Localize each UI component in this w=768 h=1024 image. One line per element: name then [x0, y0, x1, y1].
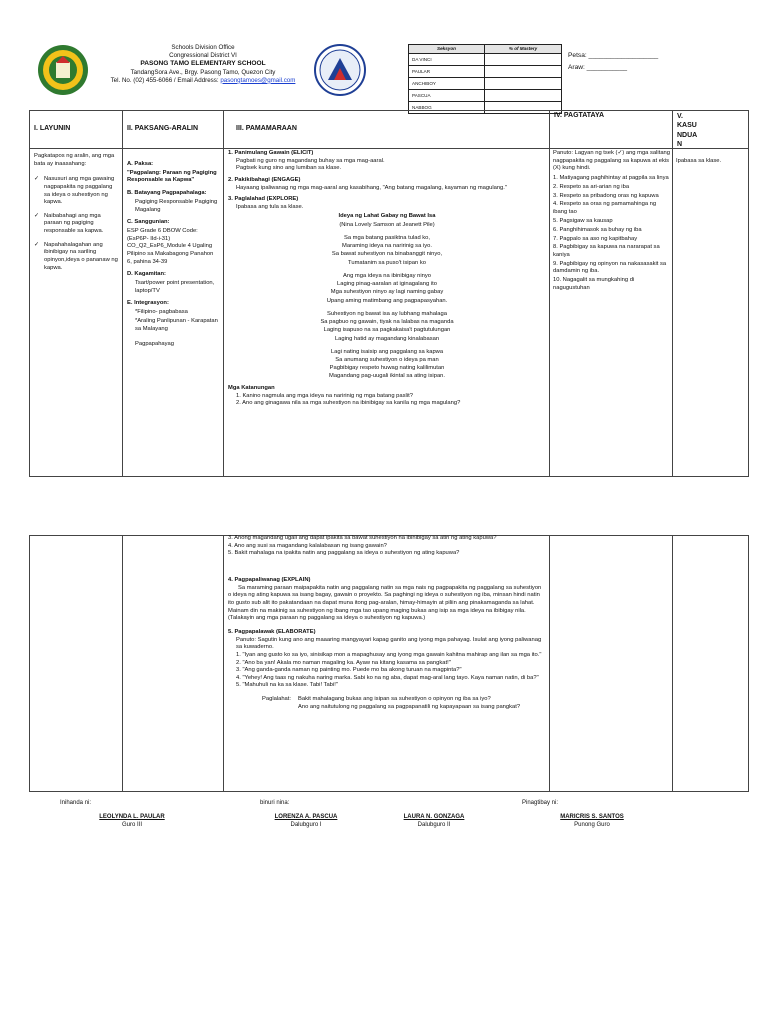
pagtataya-item: 8. Pagbibigay sa kapuwa na nararapat sa kaniya	[553, 244, 660, 258]
kagamitan-value: Tsart/power point presentation, laptop/TV	[135, 280, 215, 294]
poem-line: Mga suhestiyon ninyo ay lagi naming gabay	[330, 289, 444, 296]
question-item: 5. Bakit mahalaga na ipakita natin ang paggalang sa ideya o suhestiyon ng ating kapuwa?	[228, 550, 460, 557]
pagtataya-item: 4. Respeto sa oras ng pamamahinga ng ibang tao	[553, 201, 657, 216]
header-pamamaraan: III. PAMAMARAAN	[236, 125, 297, 132]
pamamaraan-column-top	[228, 150, 546, 409]
araw-field[interactable]: Araw: ___________	[568, 63, 628, 71]
mastery-row-label: PAULAR	[409, 66, 485, 78]
kagamitan-label: D. Kagamitan:	[127, 271, 166, 278]
elaborate-item: 4. "Yehey! Ang taas ng nakuha naring marka. Sabi ko na ng aba, dapat mag-aral lang tayo. Kaya naman natin, di ba?"	[236, 674, 539, 681]
signatory-name: LEOLYNDA L. PAULAR	[99, 814, 165, 820]
poem-line: Suhestiyon ng bawat isa ay lubhang mahalaga	[327, 310, 447, 317]
explore-title: 3. Paglalahad (EXPLORE)	[228, 196, 299, 203]
binuri-label: binuri nina:	[260, 800, 290, 806]
engage-line: Hayaang ipaliwanag ng mga mag-aaral ang kasabihang, "Ang batang magalang, kayaman ng magulang."	[236, 184, 507, 191]
school-header	[98, 44, 308, 85]
checkmark-icon: ✓	[34, 241, 39, 248]
header-paksang-aralin: II. PAKSANG-ARALIN	[127, 125, 199, 132]
kasunduan-text: Ipabasa sa klase.	[676, 158, 722, 164]
signatory-title: Guro III	[121, 821, 142, 828]
engage-title: 2. Pakikibahagi (ENGAGE)	[228, 176, 301, 183]
pagtataya-column	[553, 150, 670, 294]
poem-line: Ang mga ideya na ibinibigay ninyo	[343, 272, 431, 279]
email-link[interactable]: pasongtamoes@gmail.com	[220, 76, 296, 84]
question-item: 2. Ano ang ginagawa nila sa mga suhestiyon na ibinibigay sa kanila ng mga magulang?	[236, 400, 461, 407]
poem-line: Laging isapuso na sa pagkakaisa't pagtutulungan	[323, 327, 451, 334]
checkmark-icon: ✓	[34, 176, 39, 183]
explain-note: (Talakayin ang mga paraan ng paggalang sa ideya o suhestiyon ng kapuwa.)	[228, 615, 426, 622]
poem-line: Sa mga batang pasiktna tulad ko,	[343, 234, 431, 241]
school-address: TandangSora Ave., Brgy. Pasong Tamo, Quezon City	[130, 68, 276, 76]
layunin-column	[34, 153, 120, 278]
poem-line: Laging hatid ay magandang kinalabasan	[334, 335, 440, 342]
poem-line: Tumatanim sa puso't isipan ko	[348, 259, 426, 266]
sanggunian-value: ESP Grade 6 DBOW Code: (EsP6P- IId-i-31) CO_Q2_EsP6_Module 4 Ugaling Pilipino sa Makabagong Panahon 6, pahina 34-39	[127, 228, 214, 265]
poem-line: Maraming ideya na naririnig sa iyo.	[342, 243, 432, 250]
pagtataya-item: 1. Matiyagang paghihintay at pagpila sa linya	[553, 174, 669, 181]
mastery-row-label: ANCHIBOY	[409, 78, 485, 90]
pamamaraan-column-bottom	[228, 535, 546, 713]
paglalahat-label: Paglalahat:	[262, 696, 292, 703]
layunin-intro: Pagkatapos ng aralin, ang mga bata ay inaasahang:	[34, 153, 115, 167]
poem-author: (Nina Lovely Samson at Jeanett Pile)	[339, 221, 435, 228]
header-kasunduan: V. KASU NDUA N	[677, 113, 697, 149]
poem-line: Laging pinag-aaralan at iginagalang ito	[337, 281, 437, 288]
inihanda-label: Inihanda ni:	[60, 800, 92, 806]
header-pagtataya: IV. PAGTATAYA	[554, 112, 605, 119]
header-layunin: I. LAYUNIN	[34, 125, 71, 132]
kasunduan-column	[676, 158, 746, 167]
paksa-label: A. Paksa:	[127, 161, 154, 167]
elaborate-title: 5. Pagpapalawak (ELABORATE)	[228, 628, 316, 635]
pagtataya-panuto: Panuto: Lagyan ng tsek (✓) ang mga salitang nagpapakita ng paggalang sa kapuwa at ekis (X) kung hindi.	[553, 150, 671, 172]
mastery-table	[408, 44, 562, 114]
division-office: Schools Division Office	[171, 44, 235, 51]
integrasyon-item: *Araling Panlipunan - Karapatan sa Malayang	[135, 318, 218, 332]
elicit-line: Pagtsek kung sino ang lumiban sa klase.	[236, 165, 342, 172]
elicit-title: 1. Panimulang Gawain (ELICIT)	[228, 150, 314, 156]
poem-line: Sa pagbuo ng gawain, tiyak na lalabas na maganda	[320, 319, 454, 326]
signature-gonzaga	[384, 814, 484, 829]
mastery-row-label: DA VINCI	[409, 54, 485, 66]
signature-paular	[82, 814, 182, 829]
pagtataya-item: 7. Pagpalo sa aso ng kapitbahay	[553, 235, 638, 242]
elaborate-item: 2. "Ano ba yan! Akala mo naman magaling ka. Ayaw na kitang kasama sa pangkat!"	[236, 659, 451, 666]
question-item: 1. Kanino nagmula ang mga ideya na naririnig ng mga batang paslit?	[236, 392, 413, 399]
pagtataya-item: 10. Nagagalit sa mungkahing di nagugustuhan	[553, 277, 635, 291]
pagtataya-item: 9. Pagbibigay ng opinyon na nakasasakit sa damdamin ng iba.	[553, 260, 667, 275]
sanggunian-label: C. Sanggunian:	[127, 219, 170, 226]
elaborate-item: 1. "Iyan ang gusto ko sa iyo, sinisikap mon a mapaghusay ang iyong mga gawain kahitna mahirap ang ilan sa mga ito."	[236, 651, 542, 658]
layunin-item: ✓ Nasusuri ang mga gawaing nagpapakita ng paggalang sa ideya o suhestiyon ng kapwa.	[34, 176, 115, 206]
poem-title: Ideya ng Lahat Gabay ng Bawat Isa	[338, 213, 436, 220]
poem-line: Lagi nating isaisip ang paggalang sa kapwa	[330, 348, 444, 355]
signature-pascua	[256, 814, 356, 829]
paksa-value: "Pagpalang: Paraan ng Pagiging Responsable sa Kapwa"	[127, 169, 217, 184]
poem-line: Sa anumang suhestiyon o ideya pa man	[335, 357, 439, 363]
layunin-item: ✓ Napahahalagahan ang ibinibigay na sariling opinyon,ideya o pananaw ng kapwa.	[34, 241, 118, 271]
contact-line	[98, 77, 308, 85]
checkmark-icon: ✓	[34, 212, 39, 219]
signatory-title: Dalubguro II	[417, 821, 451, 828]
pinagtibay-label: Pinagtibay ni:	[522, 800, 559, 806]
explore-line: Ipabasa ang tula sa klase.	[236, 203, 304, 210]
poem-line: Sa bawat suhestiyon na binabanggit ninyo,	[331, 251, 443, 258]
pagtataya-item: 2. Respeto sa ari-arian ng iba	[553, 183, 630, 190]
integrasyon-item: *Filipino- pagbabasa	[135, 309, 188, 316]
mastery-cell[interactable]	[485, 78, 562, 90]
mastery-col-percent: % of Mastery	[485, 45, 562, 54]
contact-prefix: Tel. No. (02) 455-6066 / Email Address:	[110, 76, 219, 84]
mastery-col-seksyon: Seksyon	[409, 45, 485, 54]
signature-santos	[542, 814, 642, 829]
batayan-label: B. Batayang Pagpapahalaga:	[127, 190, 207, 197]
layunin-item: ✓ Naibabahagi ang mga paraan ng pagiging responsable sa kapwa.	[34, 212, 104, 235]
question-item: 4. Ano ang susi sa magandang kalalabasan ng isang gawain?	[228, 542, 387, 549]
explain-text: Sa maraming paraan maipapakita natin ang paggalang natin sa mga nais ng pagpapakita ng paggalang sa suhestiyon o ideya ng ating kapuwa sa isang bagay, gawain o proyekto. Sa paghingi ng ideya o suhestiyon ng iba, minsan hindi natin ito gusto sub alit ito pakatandaan na dapat muna itong pag-aralan, himay-himayin at piliin ang pinakamaganda sa lahat. Mainam din na makinig sa suhestiyon ng ibang mga tao upang maging bukas ang isip sa mga ideya na ibibigay nila.	[228, 584, 542, 614]
date-fields	[568, 50, 658, 74]
signatory-title: Dalubguro I	[290, 821, 322, 828]
pagtataya-item: 6. Panghihimasok sa buhay ng iba	[553, 226, 642, 233]
signatory-name: MARICRIS S. SANTOS	[560, 814, 624, 820]
integrasyon-item: Pagpapahayag	[135, 341, 175, 348]
paglalahat	[228, 696, 546, 712]
paglalahat-line: Bakit mahalagang bukas ang isipan sa suhestiyon o opinyon ng iba sa iyo?	[298, 696, 491, 703]
questions-title: Mga Katanungan	[228, 385, 275, 392]
signatory-title: Punong Guro	[574, 821, 610, 828]
mastery-row-label: PASCUA	[409, 90, 485, 102]
pagtataya-item: 5. Pagsigaw sa kausap	[553, 217, 613, 224]
mastery-cell[interactable]	[485, 54, 562, 66]
pagtataya-item: 3. Respeto sa pribadong oras ng kapuwa	[553, 192, 659, 199]
paglalahat-line: Ano ang naitutulong ng paggalang sa pagpapanatili ng kapayapaan sa isang pangkat?	[298, 703, 521, 710]
elaborate-panuto: Panuto: Sagutin kung ano ang maaaring mangyayari kapag ganito ang iyong mga pahayag. Isulat ang iyong paliwanag sa kuwaderno.	[236, 636, 542, 651]
paksang-aralin-column	[127, 161, 219, 350]
elaborate-item: 3. "Ang ganda-ganda naman ng painting mo. Puede mo ba akong turuan na magpinta?"	[236, 667, 462, 674]
mastery-cell[interactable]	[485, 90, 562, 102]
deped-logo	[314, 44, 366, 96]
integrasyon-label: E. Integrasyon:	[127, 300, 169, 307]
signatory-name: LAURA N. GONZAGA	[403, 814, 465, 820]
mastery-row-label: NABBOG	[409, 102, 485, 114]
elicit-line: Pagbati ng guro ng magandang buhay sa mga mag-aaral.	[236, 157, 385, 164]
poem-line: Pagbibigay respeto huwag nating kalilimutan	[329, 365, 445, 372]
district: Congressional District VI	[169, 52, 237, 60]
mastery-cell[interactable]	[485, 66, 562, 78]
explain-title: 4. Pagpapaliwanag (EXPLAIN)	[228, 577, 311, 584]
poem-line: Upang aming matimbang ang pagpapasyahan.	[326, 297, 448, 304]
poem	[228, 213, 546, 381]
petsa-field[interactable]: Petsa: ___________________	[568, 52, 659, 59]
question-item: 3. Anong magandang ugali ang dapat ipakita sa bawat suhestiyon na ibinibigay sa atin ng ating kapuwa?	[228, 535, 497, 541]
elaborate-item: 5. "Mahuhuli na ka sa klase. Tabi! Tabi!"	[236, 682, 338, 689]
school-name: PASONG TAMO ELEMENTARY SCHOOL	[140, 60, 266, 68]
poem-line: Magandang pag-uugali ikintal sa ating isipan.	[328, 373, 446, 380]
batayan-value: Pagiging Responsable Pagiging Magalang	[135, 198, 218, 213]
signatory-name: LORENZA A. PASCUA	[274, 814, 338, 820]
school-logo	[37, 44, 89, 96]
